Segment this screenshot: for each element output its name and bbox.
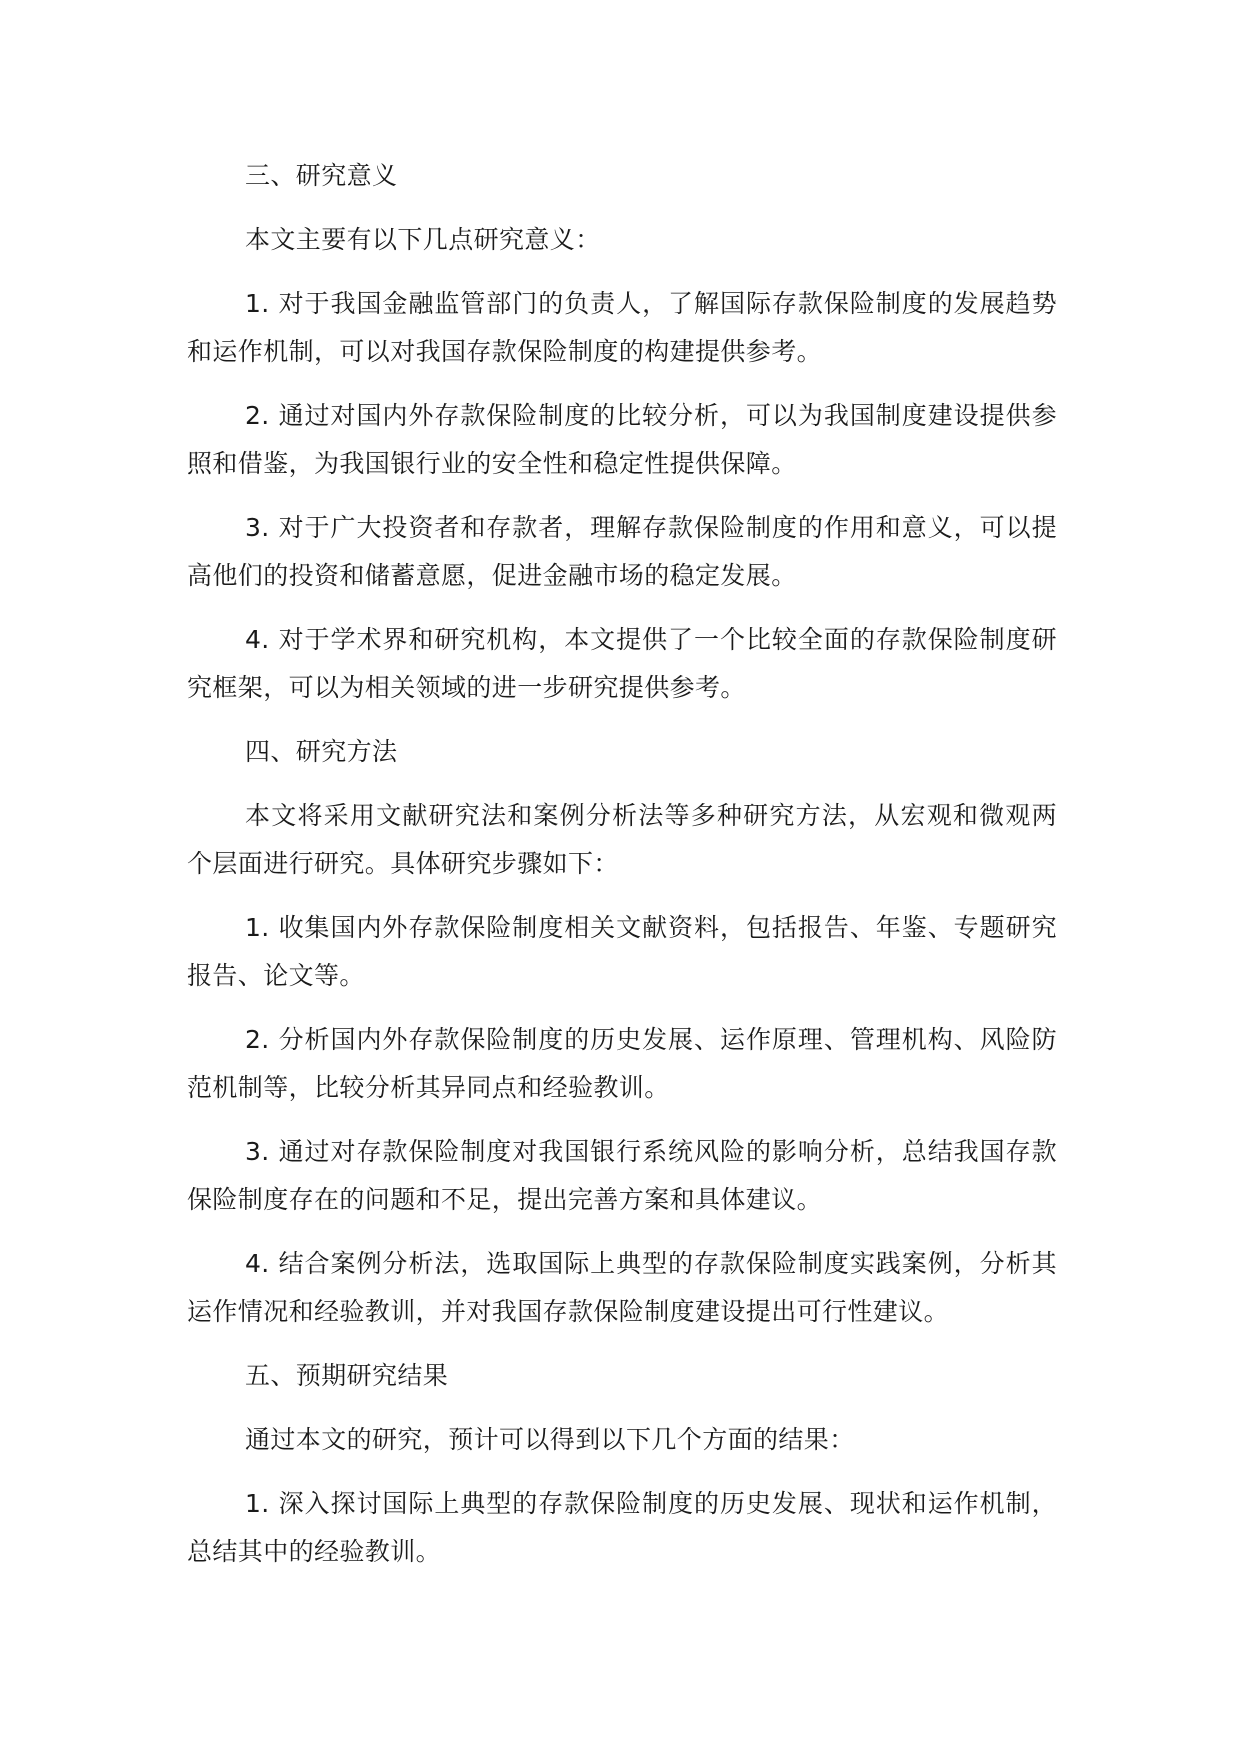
section-heading-research-significance: 三、研究意义 <box>245 161 398 190</box>
list-item: 2. 通过对国内外存款保险制度的比较分析，可以为我国制度建设提供参照和借鉴，为我国银行业的安全性和稳定性提供保障。 <box>187 401 1057 478</box>
list-item: 4. 结合案例分析法，选取国际上典型的存款保险制度实践案例，分析其运作情况和经验教训，并对我国存款保险制度建设提出可行性建议。 <box>187 1249 1057 1326</box>
list-item: 1. 深入探讨国际上典型的存款保险制度的历史发展、现状和运作机制，总结其中的经验教训。 <box>187 1489 1057 1566</box>
section-heading-research-methods: 四、研究方法 <box>245 737 398 766</box>
list-item: 1. 收集国内外存款保险制度相关文献资料，包括报告、年鉴、专题研究报告、论文等。 <box>187 913 1057 990</box>
section-heading-expected-results: 五、预期研究结果 <box>245 1361 449 1390</box>
list-item: 1. 对于我国金融监管部门的负责人，了解国际存款保险制度的发展趋势和运作机制，可以对我国存款保险制度的构建提供参考。 <box>187 289 1057 366</box>
paragraph-results-intro: 通过本文的研究，预计可以得到以下几个方面的结果： <box>245 1425 855 1454</box>
list-item: 3. 通过对存款保险制度对我国银行系统风险的影响分析，总结我国存款保险制度存在的问题和不足，提出完善方案和具体建议。 <box>187 1137 1057 1214</box>
paragraph-methods-intro: 本文将采用文献研究法和案例分析法等多种研究方法，从宏观和微观两个层面进行研究。具体研究步骤如下： <box>187 801 1057 878</box>
list-item: 3. 对于广大投资者和存款者，理解存款保险制度的作用和意义，可以提高他们的投资和储蓄意愿，促进金融市场的稳定发展。 <box>187 513 1057 590</box>
document-body <box>187 152 1057 1592</box>
list-item: 4. 对于学术界和研究机构，本文提供了一个比较全面的存款保险制度研究框架，可以为相关领域的进一步研究提供参考。 <box>187 625 1057 702</box>
paragraph-significance-intro: 本文主要有以下几点研究意义： <box>245 225 601 254</box>
list-item: 2. 分析国内外存款保险制度的历史发展、运作原理、管理机构、风险防范机制等，比较分析其异同点和经验教训。 <box>187 1025 1057 1102</box>
